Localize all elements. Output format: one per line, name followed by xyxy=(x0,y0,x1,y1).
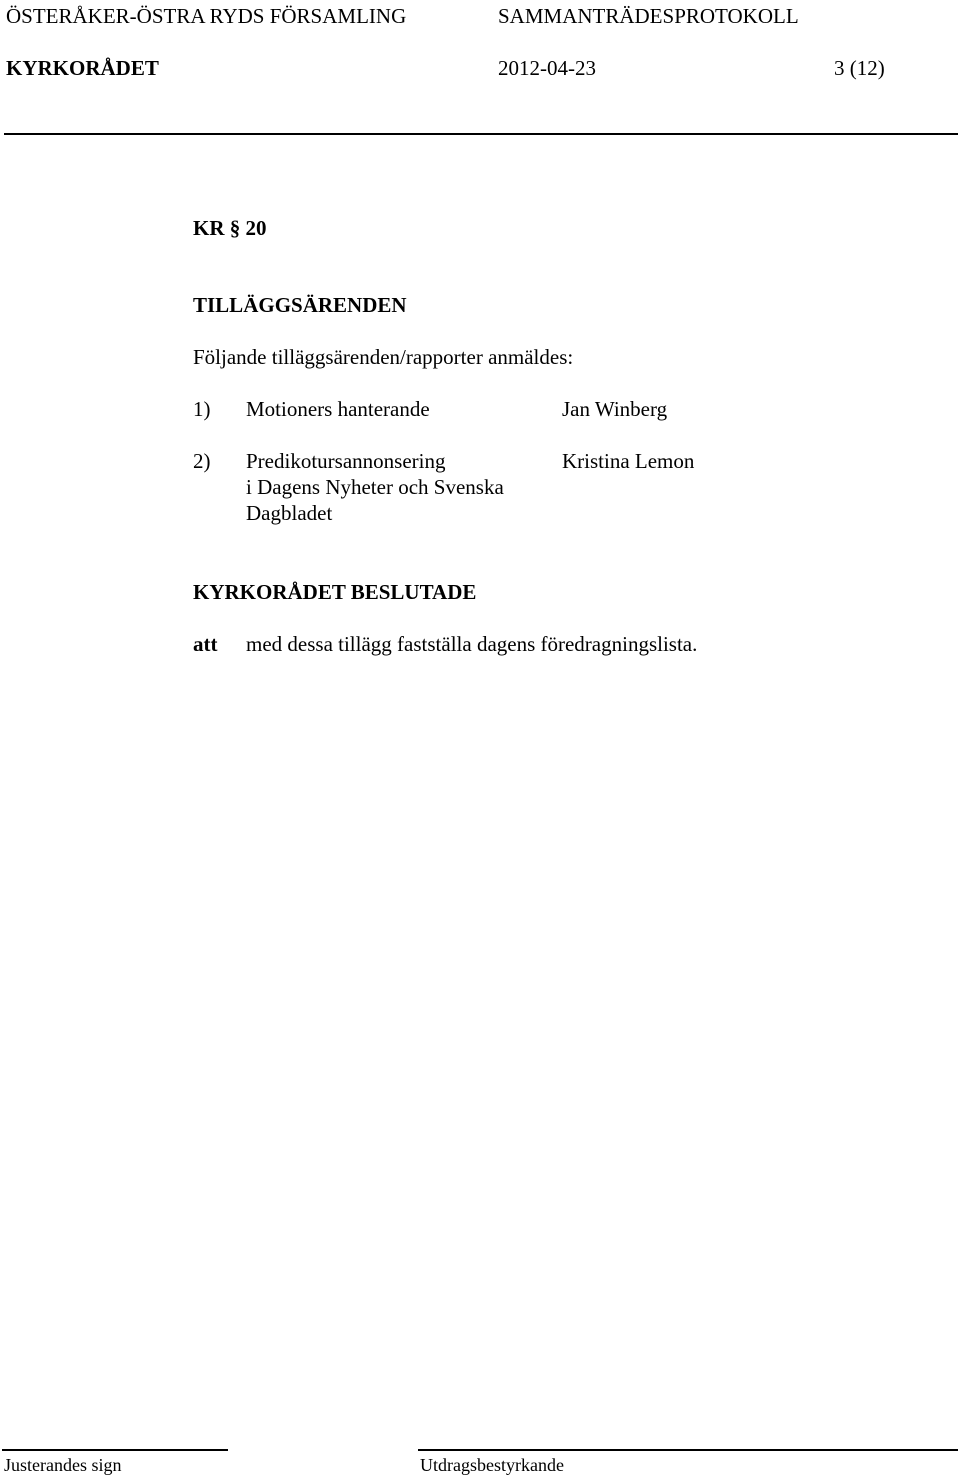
footer-certification-label: Utdragsbestyrkande xyxy=(420,1455,564,1475)
header-divider xyxy=(4,133,958,135)
decision-text: med dessa tillägg fastställa dagens föredragningslista. xyxy=(246,632,698,656)
item-title-line: Dagbladet xyxy=(246,501,333,525)
council-name: KYRKORÅDET xyxy=(6,56,159,80)
item-number: 1) xyxy=(193,397,211,421)
item-number: 2) xyxy=(193,449,211,473)
item-title-line: Motioners hanterande xyxy=(246,397,430,421)
item-responsible: Jan Winberg xyxy=(562,397,668,421)
intro-text: Följande tilläggsärenden/rapporter anmäldes: xyxy=(193,345,574,369)
item-responsible: Kristina Lemon xyxy=(562,449,695,473)
paragraph-number: KR § 20 xyxy=(193,216,267,240)
footer-divider-left xyxy=(2,1449,228,1451)
item-title-line: i Dagens Nyheter och Svenska xyxy=(246,475,504,499)
organization-name: ÖSTERÅKER-ÖSTRA RYDS FÖRSAMLING xyxy=(6,4,407,28)
document-type: SAMMANTRÄDESPROTOKOLL xyxy=(498,4,799,28)
decision-att: att xyxy=(193,632,218,656)
page-number: 3 (12) xyxy=(834,56,885,80)
section-title: TILLÄGGSÄRENDEN xyxy=(193,293,407,317)
footer-initials-label: Justerandes sign xyxy=(4,1455,122,1475)
footer-divider-right xyxy=(418,1449,958,1451)
decision-heading: KYRKORÅDET BESLUTADE xyxy=(193,580,477,604)
item-title-line: Predikotursannonsering xyxy=(246,449,446,473)
meeting-date: 2012-04-23 xyxy=(498,56,596,80)
